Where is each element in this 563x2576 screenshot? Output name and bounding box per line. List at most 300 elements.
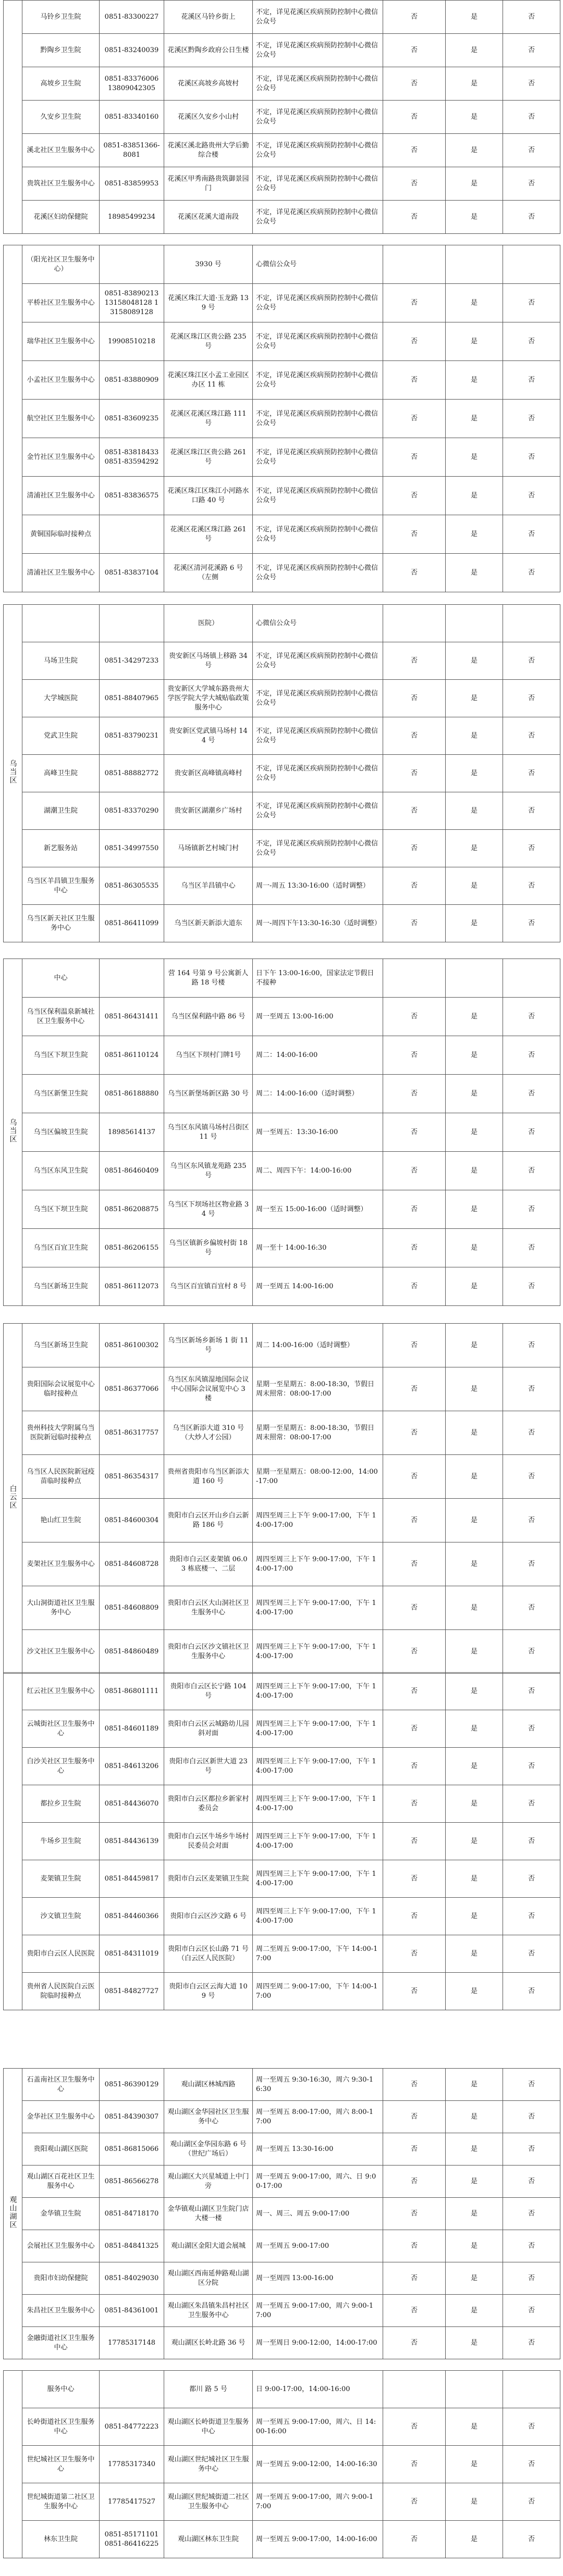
flag-c-cell: 否 xyxy=(503,1455,560,1499)
flag-a-cell: 否 xyxy=(383,515,446,554)
flag-a-cell: 否 xyxy=(383,1748,446,1785)
hours-cell: 周四至周三上下午 9:00-17:00，下午 14:00-17:00 xyxy=(253,1630,383,1674)
table-row xyxy=(4,2371,560,2408)
hours-cell: 周四至周三上下午 9:00-17:00，下午 14:00-17:00 xyxy=(253,1710,383,1748)
address-cell: 观山湖区长岭北路 36 号 xyxy=(164,2327,253,2359)
hours-cell: 周四至周三上下午 9:00-17:00，下午 14:00-17:00 xyxy=(253,1542,383,1586)
address-cell: 贵安新区党武镇马场村 144 号 xyxy=(164,717,253,755)
flag-c-cell: 否 xyxy=(503,1823,560,1860)
hours-cell: 周四至周三上下午 9:00-17:00，下午 14:00-17:00 xyxy=(253,1823,383,1860)
address-cell: 花溪区花溪大道南段 xyxy=(164,201,253,234)
flag-c-cell: 否 xyxy=(503,1113,560,1152)
address-cell: 花溪区马铃乡街上 xyxy=(164,1,253,34)
flag-b-cell: 是 xyxy=(446,642,503,680)
address-cell: 乌当区镇新乡偏坡村街 18 号 xyxy=(164,1229,253,1267)
hours-cell: 周四至周三上下午 9:00-17:00，下午 14:00-17:00 xyxy=(253,1898,383,1935)
flag-c-cell: 否 xyxy=(503,2069,560,2101)
flag-a-cell: 否 xyxy=(383,755,446,792)
flag-b-cell: 是 xyxy=(446,1,503,34)
flag-c-cell: 否 xyxy=(503,867,560,905)
phone-cell xyxy=(100,2371,164,2408)
address-cell: 贵阳市白云区沙文镇社区卫生服务中心 xyxy=(164,1630,253,1674)
flag-b-cell: 是 xyxy=(446,1190,503,1229)
address-cell: 观山湖区金阳大道会展城 xyxy=(164,2230,253,2262)
sites-table-part-8 xyxy=(3,2370,560,2558)
hours-cell: 周二、周四下午：14:00-16:00 xyxy=(253,1152,383,1190)
table-row xyxy=(4,1367,560,1411)
address-cell: 花溪区珠江区小孟工业园区办区 11 栋 xyxy=(164,361,253,400)
table-row xyxy=(4,1324,560,1367)
table-row xyxy=(4,284,560,322)
hours-cell: 周四至周三上下午 9:00-17:00，下午 14:00-17:00 xyxy=(253,1860,383,1898)
flag-c-cell: 否 xyxy=(503,2521,560,2558)
flag-b-cell: 是 xyxy=(446,2133,503,2166)
hours-cell: 周一、周三、周五 9:00-17:00 xyxy=(253,2198,383,2230)
hours-cell: 不定，详见花溪区疾病预防控制中心微信公众号 xyxy=(253,642,383,680)
phone-cell: 0851-84860489 xyxy=(100,1630,164,1674)
flag-a-cell: 否 xyxy=(383,1455,446,1499)
site-name-cell: 乌当区羊昌镇卫生服务中心 xyxy=(22,867,100,905)
phone-cell: 0851-83880909 xyxy=(100,361,164,400)
address-cell: 花溪区珠江区贵公路 261 号 xyxy=(164,438,253,477)
flag-c-cell: 否 xyxy=(503,1367,560,1411)
flag-c-cell: 否 xyxy=(503,34,560,67)
address-cell: 金华镇观山湖区卫生院门店大楼一楼 xyxy=(164,2198,253,2230)
table-row xyxy=(4,1710,560,1748)
region-cell: 观山湖区 xyxy=(4,2069,22,2359)
table-row xyxy=(4,2446,560,2483)
address-cell: 医院） xyxy=(164,605,253,642)
address-cell: 花溪区珠江区贵公路 235 号 xyxy=(164,322,253,361)
address-cell: 3930 号 xyxy=(164,245,253,284)
site-name-cell: 中心 xyxy=(22,959,100,998)
hours-cell: 不定，详见花溪区疾病预防控制中心微信公众号 xyxy=(253,515,383,554)
address-cell: 贵阳市白云区麦架镇卫生院 xyxy=(164,1860,253,1898)
flag-a-cell: 否 xyxy=(383,284,446,322)
flag-b-cell: 是 xyxy=(446,284,503,322)
site-name-cell: 乌当区人民医院新冠疫苗临时接种点 xyxy=(22,1455,100,1499)
phone-cell: 0851-83890213 13158048128 13158089128 xyxy=(100,284,164,322)
flag-b-cell: 是 xyxy=(446,2262,503,2295)
flag-c-cell: 否 xyxy=(503,2446,560,2483)
phone-cell: 0851-84460366 xyxy=(100,1898,164,1935)
hours-cell: 周一至周五 9:00-17:00，14:00-16:00 xyxy=(253,2521,383,2558)
table-row xyxy=(4,1499,560,1542)
flag-a-cell: 否 xyxy=(383,905,446,942)
flag-c-cell: 否 xyxy=(503,284,560,322)
flag-a-cell: 否 xyxy=(383,1411,446,1455)
hours-cell: 周四至周三上下午 9:00-17:00，下午 14:00-17:00 xyxy=(253,1586,383,1630)
phone-cell: 0851-83340160 xyxy=(100,101,164,134)
site-name-cell: 马场卫生院 xyxy=(22,642,100,680)
flag-b-cell: 是 xyxy=(446,2327,503,2359)
flag-a-cell: 否 xyxy=(383,1267,446,1306)
hours-cell: 星期一至星期五：08:00-12:00，14:00-17:00 xyxy=(253,1455,383,1499)
site-name-cell: 贵州省人民医院白云医院临时接种点 xyxy=(22,1973,100,2010)
flag-c-cell: 否 xyxy=(503,2101,560,2133)
site-name-cell: 金华镇卫生院 xyxy=(22,2198,100,2230)
phone-cell: 18985499234 xyxy=(100,201,164,234)
flag-c-cell: 否 xyxy=(503,1411,560,1455)
address-cell: 乌当区新天新添大道东 xyxy=(164,905,253,942)
hours-cell: 周一至周五 9:00-12:00，14:00-16:30 xyxy=(253,2446,383,2483)
flag-c-cell: 否 xyxy=(503,438,560,477)
hours-cell: 周四至周三上下午 9:00-17:00，下午 14:00-17:00 xyxy=(253,1748,383,1785)
address-cell: 花溪区花溪区珠江路 261 号 xyxy=(164,515,253,554)
flag-c-cell: 否 xyxy=(503,1036,560,1075)
flag-b-cell: 是 xyxy=(446,1823,503,1860)
region-cell: 乌当区 xyxy=(4,605,22,942)
table-row xyxy=(4,1411,560,1455)
site-name-cell: 贵阳市白云区人民医院 xyxy=(22,1935,100,1973)
address-cell: 贵阳市白云区沙文路 6 号 xyxy=(164,1898,253,1935)
flag-b-cell xyxy=(446,245,503,284)
flag-b-cell: 是 xyxy=(446,400,503,438)
site-name-cell: 云城街社区卫生服务中心 xyxy=(22,1710,100,1748)
hours-cell: 不定，详见花溪区疾病预防控制中心微信公众号 xyxy=(253,167,383,201)
table-row xyxy=(4,905,560,942)
phone-cell: 0851-86801111 xyxy=(100,1673,164,1710)
address-cell: 观山湖区金华园东路 6 号（世纪广场后） xyxy=(164,2133,253,2166)
flag-c-cell: 否 xyxy=(503,2262,560,2295)
site-name-cell: 沙文社区卫生服务中心 xyxy=(22,1630,100,1674)
flag-a-cell: 否 xyxy=(383,1710,446,1748)
region-cell xyxy=(4,245,22,592)
site-name-cell: 金竹社区卫生服务中心 xyxy=(22,438,100,477)
flag-c-cell: 否 xyxy=(503,642,560,680)
flag-a-cell: 否 xyxy=(383,1499,446,1542)
flag-b-cell: 是 xyxy=(446,201,503,234)
flag-a-cell xyxy=(383,959,446,998)
hours-cell: 周二：14:00-16:00（适时调整） xyxy=(253,1075,383,1113)
table-row xyxy=(4,2101,560,2133)
table-row xyxy=(4,1229,560,1267)
phone-cell: 0851-86112073 xyxy=(100,1267,164,1306)
table-row xyxy=(4,1973,560,2010)
phone-cell: 0851-83859953 xyxy=(100,167,164,201)
sites-table-part-4 xyxy=(3,959,560,1306)
address-cell: 贵阳市白云区都拉乡新家村委员会 xyxy=(164,1785,253,1823)
sites-table-part-6 xyxy=(3,1672,560,2010)
phone-cell: 0851-85171101 0851-86416225 xyxy=(100,2521,164,2558)
table-row xyxy=(4,1152,560,1190)
flag-c-cell: 否 xyxy=(503,998,560,1036)
site-name-cell: 长岭街道社区卫生服务中心 xyxy=(22,2408,100,2446)
table-row xyxy=(4,1673,560,1710)
address-cell: 贵阳市白云区新世大道 23 号 xyxy=(164,1748,253,1785)
hours-cell: 不定，详见花溪区疾病预防控制中心微信公众号 xyxy=(253,101,383,134)
phone-cell: 0851-84608809 xyxy=(100,1586,164,1630)
flag-a-cell: 否 xyxy=(383,1630,446,1674)
flag-c-cell: 否 xyxy=(503,1267,560,1306)
flag-a-cell: 否 xyxy=(383,1324,446,1367)
flag-a-cell: 否 xyxy=(383,1860,446,1898)
site-name-cell: 花溪区妇幼保健院 xyxy=(22,201,100,234)
flag-a-cell: 否 xyxy=(383,998,446,1036)
flag-b-cell: 是 xyxy=(446,2446,503,2483)
hours-cell: 周四至周三上下午 9:00-17:00，下午 14:00-17:00 xyxy=(253,1499,383,1542)
table-row xyxy=(4,1935,560,1973)
flag-b-cell: 是 xyxy=(446,1935,503,1973)
phone-cell: 0851-86317757 xyxy=(100,1411,164,1455)
flag-a-cell: 否 xyxy=(383,1152,446,1190)
flag-a-cell xyxy=(383,245,446,284)
site-name-cell: 沙文镇卫生院 xyxy=(22,1898,100,1935)
table-row xyxy=(4,34,560,67)
flag-a-cell: 否 xyxy=(383,1367,446,1411)
flag-b-cell xyxy=(446,959,503,998)
flag-c-cell: 否 xyxy=(503,2166,560,2198)
table-row xyxy=(4,830,560,867)
flag-c-cell: 否 xyxy=(503,1673,560,1710)
hours-cell: 心微信公众号 xyxy=(253,245,383,284)
hours-cell: 周一至周五 14:00-16:00 xyxy=(253,1267,383,1306)
hours-cell: 日下午 13:00-16:00，国家法定节假日不接种 xyxy=(253,959,383,998)
phone-cell: 0851-84390307 xyxy=(100,2101,164,2133)
address-cell: 观山湖区世纪城社区卫生服务中心 xyxy=(164,2446,253,2483)
flag-c-cell: 否 xyxy=(503,1499,560,1542)
flag-c-cell: 否 xyxy=(503,2230,560,2262)
table-row xyxy=(4,1823,560,1860)
flag-c-cell: 否 xyxy=(503,322,560,361)
table-row xyxy=(4,1898,560,1935)
hours-cell: 周一至周四 13:00-16:00 xyxy=(253,2262,383,2295)
table-row xyxy=(4,554,560,592)
phone-cell: 0851-83790231 xyxy=(100,717,164,755)
table-row xyxy=(4,515,560,554)
site-name-cell: 艳山红卫生院 xyxy=(22,1499,100,1542)
table-row xyxy=(4,680,560,717)
flag-b-cell: 是 xyxy=(446,905,503,942)
site-name-cell: 新艺服务站 xyxy=(22,830,100,867)
flag-c-cell: 否 xyxy=(503,1898,560,1935)
phone-cell: 0851-84841325 xyxy=(100,2230,164,2262)
sites-table-part-7 xyxy=(3,2068,560,2359)
table-row xyxy=(4,1190,560,1229)
hours-cell: 周一至周五 13:00-16:00 xyxy=(253,998,383,1036)
flag-a-cell: 否 xyxy=(383,1113,446,1152)
flag-b-cell: 是 xyxy=(446,1898,503,1935)
hours-cell: 日 9:00-17:00，14:00-16:00 xyxy=(253,2371,383,2408)
phone-cell: 0851-84311019 xyxy=(100,1935,164,1973)
site-name-cell: 高峰卫生院 xyxy=(22,755,100,792)
flag-c-cell: 否 xyxy=(503,2295,560,2327)
flag-b-cell: 是 xyxy=(446,867,503,905)
phone-cell: 0851-86100302 xyxy=(100,1324,164,1367)
site-name-cell: 牛场乡卫生院 xyxy=(22,1823,100,1860)
flag-a-cell: 否 xyxy=(383,2446,446,2483)
site-name-cell: 高坡乡卫生院 xyxy=(22,67,100,101)
flag-b-cell: 是 xyxy=(446,2101,503,2133)
flag-b-cell: 是 xyxy=(446,134,503,167)
phone-cell: 17785317340 xyxy=(100,2446,164,2483)
address-cell: 观山湖区林城西路 xyxy=(164,2069,253,2101)
flag-c-cell xyxy=(503,245,560,284)
address-cell: 花溪区高坡乡高坡村 xyxy=(164,67,253,101)
address-cell: 花溪区黔陶乡政府公日生楼 xyxy=(164,34,253,67)
sites-table-part-2 xyxy=(3,245,560,592)
flag-c-cell: 否 xyxy=(503,134,560,167)
flag-c-cell: 否 xyxy=(503,67,560,101)
phone-cell: 0851-88407965 xyxy=(100,680,164,717)
flag-b-cell: 是 xyxy=(446,1499,503,1542)
hours-cell: 周一至周五 9:00-17:00 xyxy=(253,2230,383,2262)
flag-a-cell: 否 xyxy=(383,67,446,101)
table-row xyxy=(4,2133,560,2166)
flag-a-cell: 否 xyxy=(383,34,446,67)
phone-cell: 0851-88882772 xyxy=(100,755,164,792)
phone-cell: 0851-83376006 13809042305 xyxy=(100,67,164,101)
address-cell: 贵安新区大学城东路贵州大学医学院大学大城贴临政策服务中心 xyxy=(164,680,253,717)
site-name-cell: 乌当区下坝卫生院 xyxy=(22,1190,100,1229)
flag-b-cell: 是 xyxy=(446,67,503,101)
hours-cell: 不定，详见花溪区疾病预防控制中心微信公众号 xyxy=(253,284,383,322)
site-name-cell: 久安乡卫生院 xyxy=(22,101,100,134)
table-row xyxy=(4,67,560,101)
flag-a-cell: 否 xyxy=(383,1898,446,1935)
phone-cell: 0851-83836575 xyxy=(100,477,164,515)
site-name-cell: 服务中心 xyxy=(22,2371,100,2408)
flag-c-cell xyxy=(503,959,560,998)
site-name-cell: 溪北社区卫生服务中心 xyxy=(22,134,100,167)
site-name-cell: 航空社区卫生服务中心 xyxy=(22,400,100,438)
address-cell: 乌当区下坝场社区物业路 34 号 xyxy=(164,1190,253,1229)
flag-c-cell: 否 xyxy=(503,1,560,34)
table-row xyxy=(4,717,560,755)
site-name-cell: 乌当区新堡卫生院 xyxy=(22,1075,100,1113)
hours-cell: 不定，详见花溪区疾病预防控制中心微信公众号 xyxy=(253,717,383,755)
flag-a-cell: 否 xyxy=(383,361,446,400)
address-cell: 乌当区新场乡新场 1 街 11 号 xyxy=(164,1324,253,1367)
table-row xyxy=(4,1267,560,1306)
phone-cell: 0851-84361001 xyxy=(100,2295,164,2327)
table-row xyxy=(4,1075,560,1113)
hours-cell: 周一至周五 9:00-17:00，周六 9:00-17:00 xyxy=(253,2295,383,2327)
table-row xyxy=(4,792,560,830)
flag-b-cell: 是 xyxy=(446,2198,503,2230)
flag-c-cell: 否 xyxy=(503,1785,560,1823)
address-cell: 贵阳市白云区大山洞社区卫生服务中心 xyxy=(164,1586,253,1630)
flag-c-cell: 否 xyxy=(503,515,560,554)
address-cell: 贵阳市白云区开山乡白云新路 186 号 xyxy=(164,1499,253,1542)
hours-cell: 周一至周五 9:00-17:00，周六、日 9:00-17:00 xyxy=(253,2166,383,2198)
flag-b-cell: 是 xyxy=(446,438,503,477)
flag-c-cell xyxy=(503,2371,560,2408)
flag-c-cell: 否 xyxy=(503,1935,560,1973)
hours-cell: 周四至周三上下午 9:00-17:00，下午 14:00-17:00 xyxy=(253,1785,383,1823)
flag-a-cell: 否 xyxy=(383,1229,446,1267)
flag-a-cell: 否 xyxy=(383,1075,446,1113)
address-cell: 乌当区东风镇湿地国际会议中心国际会议展览中心 3 楼 xyxy=(164,1367,253,1411)
address-cell: 乌当区保利路中路 86 号 xyxy=(164,998,253,1036)
flag-a-cell: 否 xyxy=(383,554,446,592)
flag-b-cell: 是 xyxy=(446,322,503,361)
site-name-cell: 乌当区保利温泉新城社区卫生服务中心 xyxy=(22,998,100,1036)
address-cell: 贵阳市白云区云海大道 109 号 xyxy=(164,1973,253,2010)
site-name-cell: 林东卫生院 xyxy=(22,2521,100,2558)
address-cell: 贵阳市白云区麦架镇 06.03 栋底楼一、二层 xyxy=(164,1542,253,1586)
address-cell: 都川 路 5 号 xyxy=(164,2371,253,2408)
site-name-cell: 大山洞街道社区卫生服务中心 xyxy=(22,1586,100,1630)
hours-cell: 不定，详见花溪区疾病预防控制中心微信公众号 xyxy=(253,322,383,361)
phone-cell: 0851-86460409 xyxy=(100,1152,164,1190)
flag-c-cell: 否 xyxy=(503,201,560,234)
flag-a-cell: 否 xyxy=(383,2166,446,2198)
address-cell: 贵州省贵阳市乌当区新添大道 160 号 xyxy=(164,1455,253,1499)
hours-cell: 周一至周日 9:00-12:00，14:00-17:00 xyxy=(253,2327,383,2359)
table-row xyxy=(4,1785,560,1823)
site-name-cell: 乌当区百宜卫生院 xyxy=(22,1229,100,1267)
hours-cell: 不定，详见花溪区疾病预防控制中心微信公众号 xyxy=(253,830,383,867)
address-cell: 观山湖区世纪城街道二社区卫生服务中心 xyxy=(164,2483,253,2521)
flag-c-cell: 否 xyxy=(503,554,560,592)
flag-a-cell: 否 xyxy=(383,1935,446,1973)
flag-b-cell: 是 xyxy=(446,1542,503,1586)
phone-cell: 0851-86206155 xyxy=(100,1229,164,1267)
table-row xyxy=(4,1748,560,1785)
hours-cell: 不定，详见花溪区疾病预防控制中心微信公众号 xyxy=(253,1,383,34)
flag-b-cell: 是 xyxy=(446,1036,503,1075)
site-name-cell: 平桥社区卫生服务中心 xyxy=(22,284,100,322)
flag-a-cell: 否 xyxy=(383,2133,446,2166)
site-name-cell: 乌当区新场卫生院 xyxy=(22,1267,100,1306)
site-name-cell: 白沙关社区卫生服务中心 xyxy=(22,1748,100,1785)
hours-cell: 周四至周二 9:00-17:00，下午 14:00-17:00 xyxy=(253,1973,383,2010)
table-row xyxy=(4,642,560,680)
phone-cell: 18985614137 xyxy=(100,1113,164,1152)
site-name-cell: 乌当区东风卫生院 xyxy=(22,1152,100,1190)
flag-b-cell: 是 xyxy=(446,1630,503,1674)
site-name-cell: 贵阳市妇幼保健院 xyxy=(22,2262,100,2295)
site-name-cell: 清浦社区卫生服务中心 xyxy=(22,477,100,515)
flag-c-cell: 否 xyxy=(503,792,560,830)
flag-a-cell: 否 xyxy=(383,2295,446,2327)
address-cell: 乌当区下坝村门牌1号 xyxy=(164,1036,253,1075)
flag-b-cell: 是 xyxy=(446,477,503,515)
flag-b-cell: 是 xyxy=(446,2408,503,2446)
hours-cell: 周二：14:00-16:00 xyxy=(253,1036,383,1075)
site-name-cell: 乌当区偏坡卫生院 xyxy=(22,1113,100,1152)
address-cell: 观山湖区林东卫生院 xyxy=(164,2521,253,2558)
flag-a-cell: 否 xyxy=(383,2408,446,2446)
flag-a-cell: 否 xyxy=(383,2483,446,2521)
table-row xyxy=(4,101,560,134)
flag-a-cell: 否 xyxy=(383,792,446,830)
flag-b-cell: 是 xyxy=(446,1860,503,1898)
flag-c-cell: 否 xyxy=(503,1152,560,1190)
flag-b-cell: 是 xyxy=(446,2295,503,2327)
flag-c-cell: 否 xyxy=(503,361,560,400)
sites-table-part-1 xyxy=(3,0,560,234)
sites-table-part-5 xyxy=(3,1323,560,1674)
flag-b-cell: 是 xyxy=(446,680,503,717)
table-row xyxy=(4,134,560,167)
flag-a-cell: 否 xyxy=(383,717,446,755)
hours-cell: 不定，详见花溪区疾病预防控制中心微信公众号 xyxy=(253,134,383,167)
flag-b-cell: 是 xyxy=(446,1113,503,1152)
address-cell: 乌当区东风镇龙苑路 235 号 xyxy=(164,1152,253,1190)
phone-cell: 0851-83370290 xyxy=(100,792,164,830)
hours-cell: 周一至周五 13:30-16:00 xyxy=(253,2133,383,2166)
site-name-cell: 观山湖区百花社区卫生服务中心 xyxy=(22,2166,100,2198)
hours-cell: 不定，详见花溪区疾病预防控制中心微信公众号 xyxy=(253,438,383,477)
address-cell: 贵安新区湖潮乡广场村 xyxy=(164,792,253,830)
hours-cell: 周一至五 15:00-16:00（适时调整） xyxy=(253,1190,383,1229)
site-name-cell xyxy=(22,605,100,642)
flag-b-cell: 是 xyxy=(446,2230,503,2262)
hours-cell: 周一至周五 9:00-17:00，周六、日 14:00-16:00 xyxy=(253,2408,383,2446)
phone-cell: 0851-83240039 xyxy=(100,34,164,67)
